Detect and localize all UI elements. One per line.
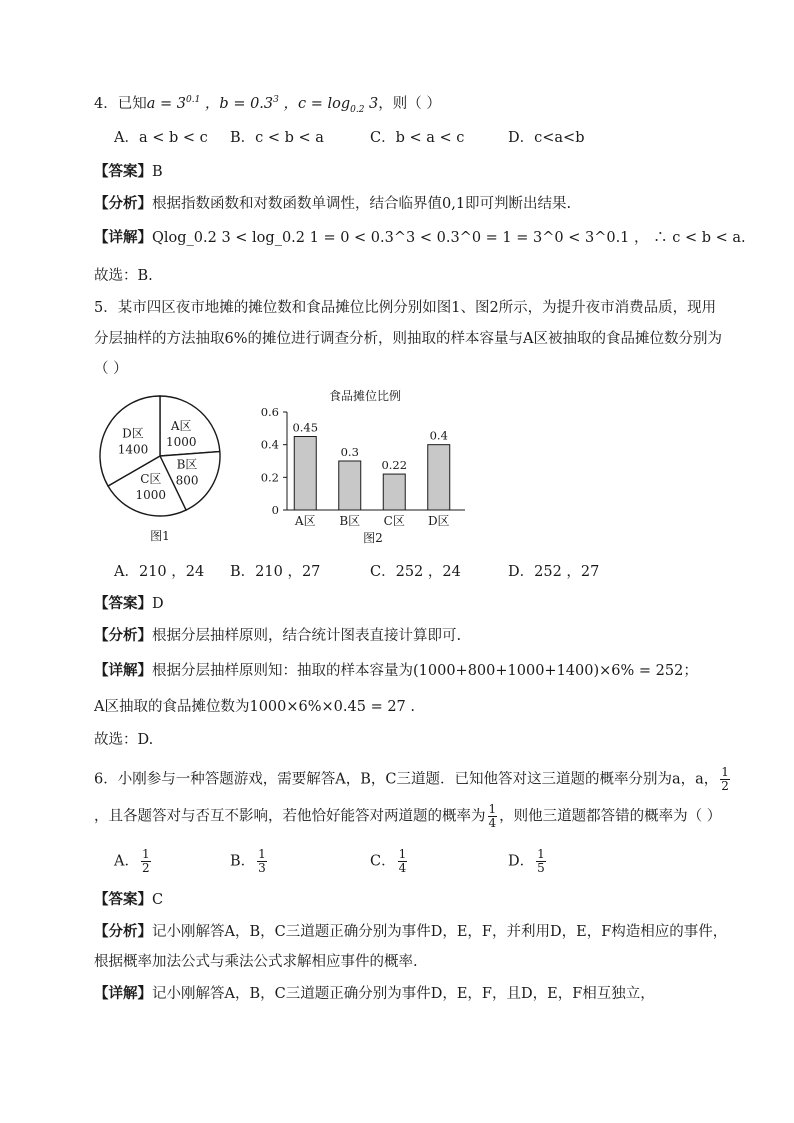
q4-stem-suffix: ，则（ ） [378, 95, 441, 112]
bar-y-tick-label: 0.4 [260, 437, 279, 452]
detail-tag: 【详解】 [94, 985, 152, 1002]
q4-stem [94, 90, 441, 120]
q6-stem-line2 [94, 803, 721, 830]
pie-caption: 图1 [150, 529, 170, 543]
answer-tag: 【答案】 [94, 595, 152, 612]
q5-stem-line2: 分层抽样的方法抽取6%的摊位进行调查分析，则抽取的样本容量与A区被抽取的食品摊位数分别为 [94, 331, 722, 347]
bar-y-tick-label: 0 [271, 503, 279, 517]
q6-analysis-line2: 根据概率加法公式与乘法公式求解相应事件的概率. [94, 954, 418, 970]
bar-y-tick-label: 0.2 [260, 470, 279, 485]
q6-analysis-line1 [94, 922, 727, 942]
analysis-tag: 【分析】 [94, 195, 152, 212]
pie-label-value: 1000 [165, 435, 197, 450]
pie-label-category: A区 [170, 419, 192, 434]
analysis-tag: 【分析】 [94, 627, 152, 644]
detail-tag: 【详解】 [94, 662, 152, 679]
q4-conclusion: 故选：B. [94, 268, 153, 284]
q5-analysis-text: 根据分层抽样原则，结合统计图表直接计算即可. [152, 628, 462, 644]
pie-label-value: 1000 [135, 487, 167, 502]
q6-answer [94, 890, 163, 910]
bar-0 [294, 437, 316, 511]
q4-analysis [94, 194, 571, 214]
q4-stem-prefix: 4．已知 [94, 95, 147, 112]
pie-chart-figure-1 [90, 390, 240, 550]
q5-analysis [94, 626, 461, 646]
bar-2 [383, 474, 405, 510]
q4-stem-expr: $a = 3^{0.1}$ ，$b = 0.3^3$ ，$c = \log_{0.2} 3$ [146, 95, 379, 115]
bar-chart-figure-2 [255, 384, 475, 550]
q6-answer-value: C [152, 892, 164, 908]
q4-option-a: A．a < b < c [114, 130, 208, 146]
q4-detail-text: Qlog_0.2 3 < log_0.2 1 = 0 < 0.3^3 < 0.3^0 = 1 = 3^0 < 3^0.1 ， ∴ c < b < a. [152, 230, 746, 246]
bar-category-label: B区 [339, 514, 361, 528]
q5-option-a: A．210 ，24 [114, 564, 205, 580]
q5-option-c: C．252 ，24 [370, 564, 461, 580]
analysis-tag: 【分析】 [94, 923, 152, 940]
q5-answer [94, 594, 164, 614]
q5-stem-line1: 5．某市四区夜市地摊的摊位数和食品摊位比例分别如图1、图2所示，为提升夜市消费品质，现用 [94, 300, 717, 316]
q4-answer [94, 162, 163, 182]
q5-answer-value: D [152, 596, 164, 612]
q4-answer-value: B [152, 164, 163, 180]
answer-tag: 【答案】 [94, 163, 152, 180]
q6-option-a: A． $\frac{1}{2}$ [114, 847, 150, 875]
bar-category-label: D区 [427, 514, 450, 528]
q6-stem-line1-text: 6．小刚参与一种答题游戏，需要解答A，B，C三道题．已知他答对这三道题的概率分别为a，a， [94, 771, 719, 788]
bar-3 [428, 445, 450, 510]
q5-detail-text: 根据分层抽样原则知：抽取的样本容量为(1000+800+1000+1400)×6% = 252； [152, 663, 698, 679]
bar-category-label: C区 [383, 514, 405, 528]
pie-label-value: 800 [175, 473, 199, 488]
q6-option-b: B． $\frac{1}{3}$ [230, 847, 266, 875]
q4-option-b: B．c < b < a [230, 130, 324, 146]
pie-label-category: C区 [140, 471, 162, 486]
bar-chart-title: 食品摊位比例 [328, 389, 402, 403]
bar-value-label: 0.3 [340, 445, 359, 459]
q6-stem-line2-text: ，且各题答对与否互不影响，若他恰好能答对两道题的概率为 [94, 808, 486, 825]
q6-option-d: D． $\frac{1}{5}$ [508, 847, 545, 875]
q4-option-d: D．c<a<b [508, 130, 585, 146]
q5-option-b: B．210 ，27 [230, 564, 321, 580]
q5-conclusion: 故选：D. [94, 732, 154, 748]
bar-value-label: 0.22 [381, 458, 408, 473]
pie-label-category: B区 [176, 457, 198, 472]
q6-frac-quarter: $\frac{1}{4}$ [488, 802, 497, 830]
q6-detail [94, 984, 655, 1004]
q4-detail [94, 228, 746, 248]
q6-stem-line1 [94, 766, 732, 793]
q4-analysis-text: 根据指数函数和对数函数单调性，结合临界值0,1即可判断出结果. [152, 196, 572, 212]
bar-category-label: A区 [294, 514, 316, 528]
q5-stem-line3: （ ） [94, 361, 128, 377]
q5-detail [94, 661, 698, 681]
bar-1 [339, 461, 361, 510]
detail-tag: 【详解】 [94, 229, 152, 246]
q6-option-c: C． $\frac{1}{4}$ [370, 847, 407, 875]
pie-label-value: 1400 [117, 442, 149, 457]
q6-detail-text: 记小刚解答A，B，C三道题正确分别为事件D，E，F，且D，E，F相互独立， [152, 986, 655, 1002]
bar-marks [292, 421, 449, 529]
bar-value-label: 0.4 [429, 428, 448, 443]
q6-frac-half: $\frac{1}{2}$ [721, 765, 729, 793]
q5-option-d: D．252 ，27 [508, 564, 600, 580]
bar-y-tick-label: 0.6 [260, 405, 279, 419]
q5-detail2: A区抽取的食品摊位数为1000×6%×0.45 = 27 . [94, 699, 415, 715]
bar-caption: 图2 [363, 531, 383, 545]
q6-stem-line2-suffix: ，则他三道题都答错的概率为（ ） [499, 808, 722, 825]
bar-value-label: 0.45 [292, 420, 319, 435]
answer-tag: 【答案】 [94, 891, 152, 908]
q4-option-c: C．b < a < c [370, 130, 465, 146]
pie-label-category: D区 [122, 426, 144, 441]
q6-analysis-text: 记小刚解答A，B，C三道题正确分别为事件D，E，F，并利用D，E，F构造相应的事件， [152, 924, 728, 940]
